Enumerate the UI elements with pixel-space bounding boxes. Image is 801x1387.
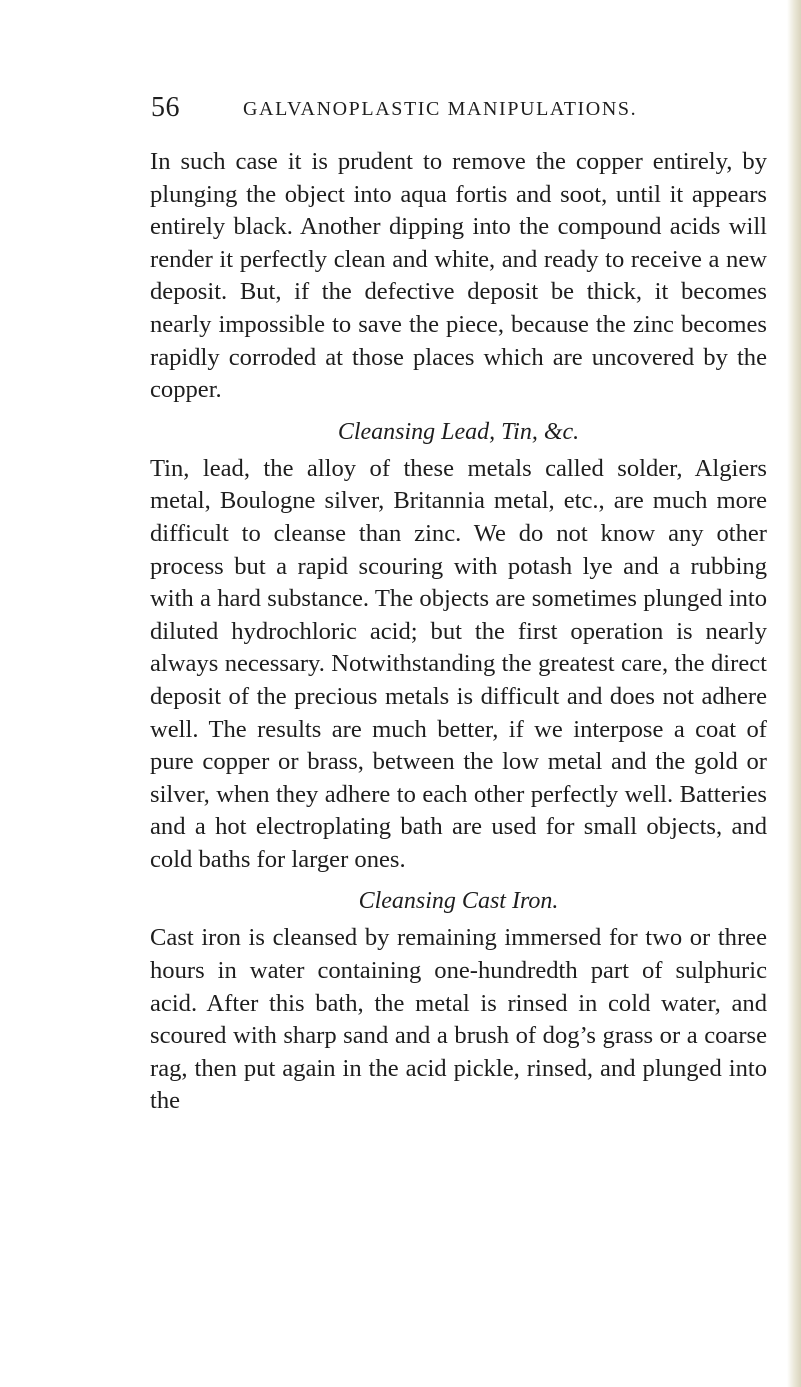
paragraph-cast-iron: Cast iron is cleansed by remaining immersed for two or three hours in water containing one-hundredth part of sulphuric acid. After this bath, the metal is rinsed in cold water, and scoured with sharp sand and a brush of dog’s grass or a coarse rag, then put again in the acid pickle, rinsed, and plunged into the: [150, 924, 767, 1115]
running-head: [151, 92, 771, 132]
section-heading-lead-tin: Cleansing Lead, Tin, &c.: [337, 418, 580, 445]
paragraph-copper-removal: In such case it is prudent to remove the copper entirely, by plunging the object into aqua fortis and soot, until it appears entirely black. Another dipping into the compound acids will render it perfectly clean and white, and ready to receive a new deposit. But, if the defective deposit be thick, it becomes nearly impossible to save the piece, because the zinc becomes rapidly corroded at those places which are uncovered by the copper.: [150, 148, 767, 404]
running-title: GALVANOPLASTIC MANIPULATIONS.: [243, 98, 638, 120]
text-block: [150, 146, 767, 1118]
page-edge-shadow: [787, 0, 801, 1387]
paragraph-lead-tin: Tin, lead, the alloy of these metals called solder, Algiers metal, Boulogne silver, Britannia metal, etc., are much more difficult to cleanse than zinc. We do not know any other process but a rapid scouring with potash lye and a rubbing with a hard substance. The objects are sometimes plunged into diluted hydrochloric acid; but the first operation is nearly always necessary. Notwithstanding the greatest care, the direct deposit of the precious metals is difficult and does not adhere well. The results are much better, if we interpose a coat of pure copper or brass, between the low metal and the gold or silver, when they adhere to each other perfectly well. Batteries and a hot electroplating bath are used for small objects, and cold baths for larger ones.: [150, 454, 767, 873]
section-heading-cast-iron: Cleansing Cast Iron.: [358, 888, 559, 915]
page-number: 56: [151, 92, 180, 123]
